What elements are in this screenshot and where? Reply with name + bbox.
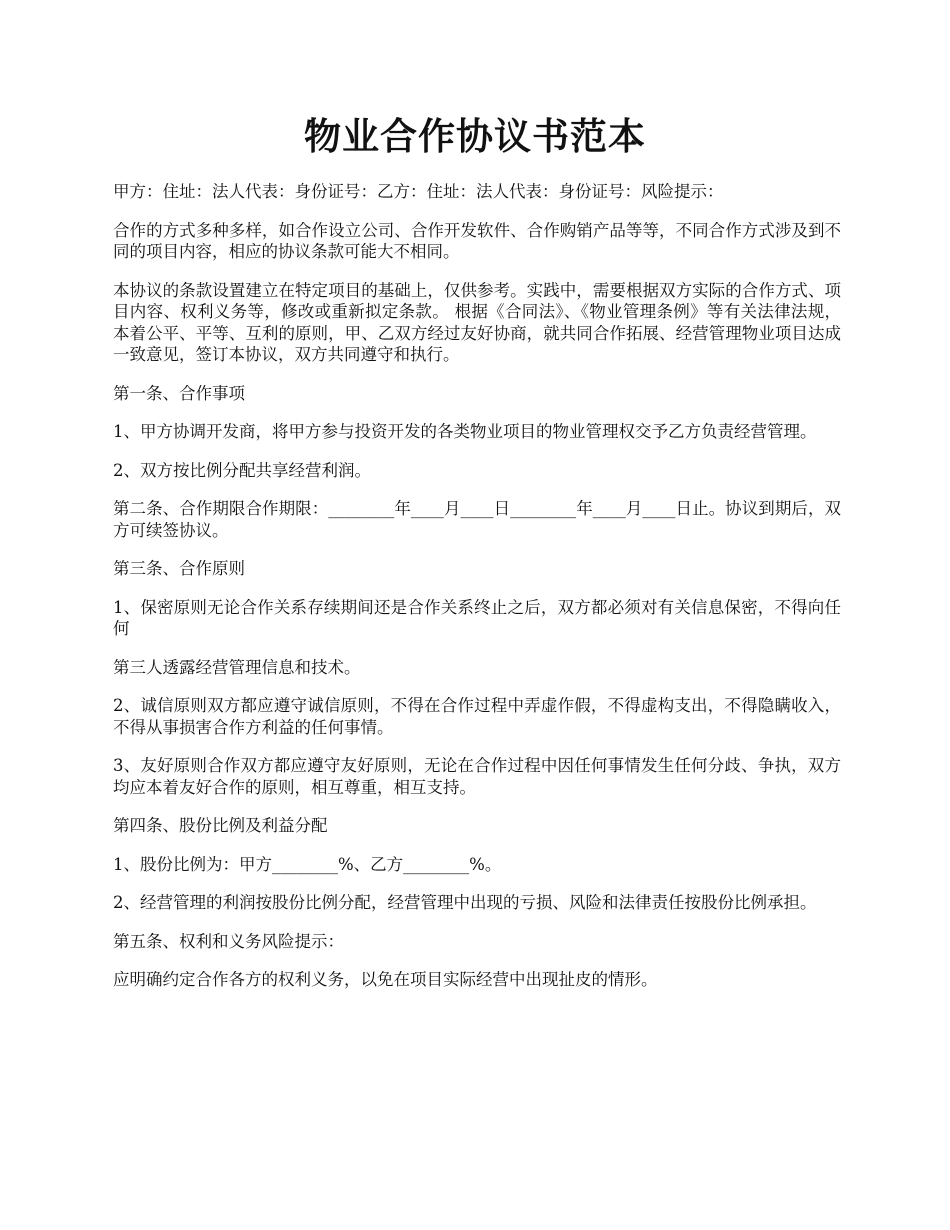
article-3-item-2: 2、诚信原则双方都应遵守诚信原则，不得在合作过程中弄虚作假，不得虚构支出，不得隐瞒收入，不得从事损害合作方利益的任何事情。 [113, 696, 841, 737]
article-4-item-2: 2、经营管理的利润按股份比例分配，经营管理中出现的亏损、风险和法律责任按股份比例承担。 [113, 893, 817, 912]
article-3-heading: 第三条、合作原则 [113, 559, 245, 578]
article-1-item-1: 1、甲方协调开发商，将甲方参与投资开发的各类物业项目的物业管理权交予乙方负责经营管理。 [113, 422, 817, 441]
page-title: 物业合作协议书范本 [304, 114, 646, 158]
article-4-item-1: 1、股份比例为：甲方________%、乙方________%。 [113, 854, 502, 874]
article-4-heading: 第四条、股份比例及利益分配 [113, 816, 328, 835]
document-body [113, 181, 841, 1008]
article-3-item-1-cont: 第三人透露经营管理信息和技术。 [113, 657, 361, 677]
article-1-heading: 第一条、合作事项 [113, 383, 245, 403]
article-3-item-1: 1、保密原则无论合作关系存续期间还是合作关系终止之后，双方都必须对有关信息保密，不得向任何 [113, 597, 841, 638]
article-3-item-3: 3、友好原则合作双方都应遵守友好原则，无论在合作过程中因任何事情发生任何分歧、争执，双方均应本着友好合作的原则，相互尊重，相互支持。 [113, 756, 841, 797]
article-1-item-2: 2、双方按比例分配共享经营利润。 [113, 460, 371, 480]
article-2-term: 第二条、合作期限合作期限：________年____月____日________年____月____日止。协议到期后，双方可续签协议。 [113, 499, 842, 540]
paragraph-basis: 本协议的条款设置建立在特定项目的基础上，仅供参考。实践中，需要根据双方实际的合作方式、项目内容、权利义务等，修改或重新拟定条款。 根据《合同法》、《物业管理条例》等有关法律法规，本着公平、平等、互利的原则，甲、乙双方经过友好协商，就共同合作拓展、经营管理物业项目达成一致意见，签订本协议，双方共同遵守和执行。 [113, 280, 841, 364]
article-5-note: 应明确约定合作各方的权利义务，以免在项目实际经营中出现扯皮的情形。 [113, 970, 658, 989]
paragraph-cooperation-methods: 合作的方式多种多样，如合作设立公司、合作开发软件、合作购销产品等等，不同合作方式涉及到不同的项目内容，相应的协议条款可能大不相同。 [113, 220, 841, 261]
article-5-heading: 第五条、权利和义务风险提示： [113, 931, 344, 951]
paragraph-parties: 甲方：住址：法人代表：身份证号：乙方：住址：法人代表：身份证号：风险提示： [113, 182, 724, 201]
